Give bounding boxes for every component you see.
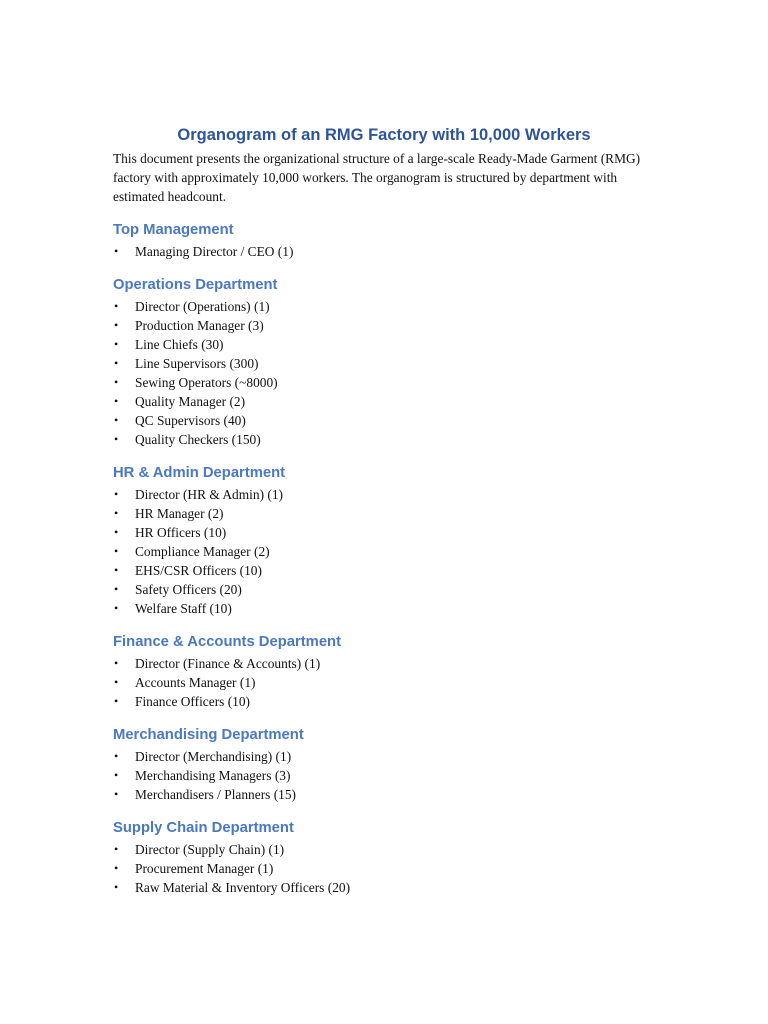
list-item	[113, 673, 655, 692]
bullet-icon: •	[114, 861, 119, 875]
list-item-text: Finance Officers (10)	[135, 694, 251, 709]
list-item-text: Procurement Manager (1)	[135, 861, 274, 876]
list-item	[113, 766, 655, 785]
list-item-text: Director (Operations) (1)	[135, 299, 270, 314]
bullet-icon: •	[114, 601, 119, 615]
bullet-icon: •	[114, 768, 119, 782]
list-item-text: Quality Manager (2)	[135, 394, 246, 409]
section-heading: HR & Admin Department	[113, 465, 286, 481]
list-item	[113, 692, 655, 711]
bullet-icon: •	[114, 525, 119, 539]
list-item-text: Compliance Manager (2)	[135, 544, 270, 559]
list-item	[113, 523, 655, 542]
list-item	[113, 542, 655, 561]
list-item	[113, 373, 655, 392]
bullet-icon: •	[114, 675, 119, 689]
list-item	[113, 561, 655, 580]
bullet-list	[113, 840, 655, 897]
list-item-text: Merchandisers / Planners (15)	[135, 787, 297, 802]
list-item	[113, 335, 655, 354]
bullet-list	[113, 654, 655, 711]
bullet-icon: •	[114, 375, 119, 389]
section-heading: Finance & Accounts Department	[113, 634, 342, 650]
list-item-text: HR Manager (2)	[135, 506, 224, 521]
section-heading: Merchandising Department	[113, 727, 304, 743]
list-item	[113, 747, 655, 766]
bullet-list	[113, 297, 655, 449]
list-item	[113, 840, 655, 859]
list-item-text: Sewing Operators (~8000)	[135, 375, 278, 390]
section-heading: Top Management	[113, 222, 234, 238]
list-item-text: Line Supervisors (300)	[135, 356, 259, 371]
list-item	[113, 785, 655, 804]
bullet-icon: •	[114, 787, 119, 801]
list-item-text: Raw Material & Inventory Officers (20)	[135, 880, 351, 895]
list-item	[113, 599, 655, 618]
section-heading: Operations Department	[113, 277, 278, 293]
list-item	[113, 411, 655, 430]
bullet-icon: •	[114, 656, 119, 670]
list-item-text: Line Chiefs (30)	[135, 337, 224, 352]
bullet-icon: •	[114, 880, 119, 894]
list-item	[113, 504, 655, 523]
list-item	[113, 580, 655, 599]
section-merchandising	[113, 725, 655, 804]
section-top-management	[113, 220, 655, 261]
bullet-icon: •	[114, 356, 119, 370]
list-item	[113, 242, 655, 261]
bullet-icon: •	[114, 487, 119, 501]
document-title: Organogram of an RMG Factory with 10,000 Workers	[177, 126, 591, 144]
list-item-text: Director (HR & Admin) (1)	[135, 487, 284, 502]
list-item-text: Quality Checkers (150)	[135, 432, 261, 447]
list-item-text: QC Supervisors (40)	[135, 413, 246, 428]
department-sections	[113, 220, 655, 897]
list-item-text: HR Officers (10)	[135, 525, 227, 540]
bullet-icon: •	[114, 394, 119, 408]
list-item-text: Production Manager (3)	[135, 318, 264, 333]
bullet-icon: •	[114, 749, 119, 763]
list-item	[113, 297, 655, 316]
bullet-icon: •	[114, 842, 119, 856]
list-item-text: EHS/CSR Officers (10)	[135, 563, 262, 578]
bullet-icon: •	[114, 563, 119, 577]
bullet-icon: •	[114, 413, 119, 427]
bullet-icon: •	[114, 694, 119, 708]
bullet-icon: •	[114, 544, 119, 558]
list-item	[113, 316, 655, 335]
list-item-text: Director (Finance & Accounts) (1)	[135, 656, 321, 671]
bullet-list	[113, 242, 655, 261]
list-item	[113, 878, 655, 897]
list-item-text: Accounts Manager (1)	[135, 675, 256, 690]
section-supply-chain	[113, 818, 655, 897]
list-item	[113, 354, 655, 373]
list-item	[113, 430, 655, 449]
list-item	[113, 859, 655, 878]
list-item-text: Welfare Staff (10)	[135, 601, 232, 616]
bullet-icon: •	[114, 299, 119, 313]
intro-paragraph: This document presents the organizational structure of a large-scale Ready-Made Garment (RMG) factory with approximately 10,000 workers. The organogram is structured by department with estimated headcount.	[113, 151, 641, 204]
bullet-icon: •	[114, 432, 119, 446]
bullet-icon: •	[114, 506, 119, 520]
list-item	[113, 654, 655, 673]
bullet-list	[113, 485, 655, 618]
list-item-text: Director (Merchandising) (1)	[135, 749, 292, 764]
section-heading: Supply Chain Department	[113, 820, 294, 836]
section-operations	[113, 275, 655, 449]
section-hr-admin	[113, 463, 655, 618]
bullet-list	[113, 747, 655, 804]
list-item-text: Director (Supply Chain) (1)	[135, 842, 285, 857]
list-item-text: Safety Officers (20)	[135, 582, 242, 597]
document-page	[113, 123, 655, 911]
list-item	[113, 392, 655, 411]
list-item-text: Managing Director / CEO (1)	[135, 244, 294, 259]
bullet-icon: •	[114, 582, 119, 596]
section-finance-accounts	[113, 632, 655, 711]
bullet-icon: •	[114, 318, 119, 332]
list-item-text: Merchandising Managers (3)	[135, 768, 291, 783]
bullet-icon: •	[114, 337, 119, 351]
list-item	[113, 485, 655, 504]
bullet-icon: •	[114, 244, 119, 258]
